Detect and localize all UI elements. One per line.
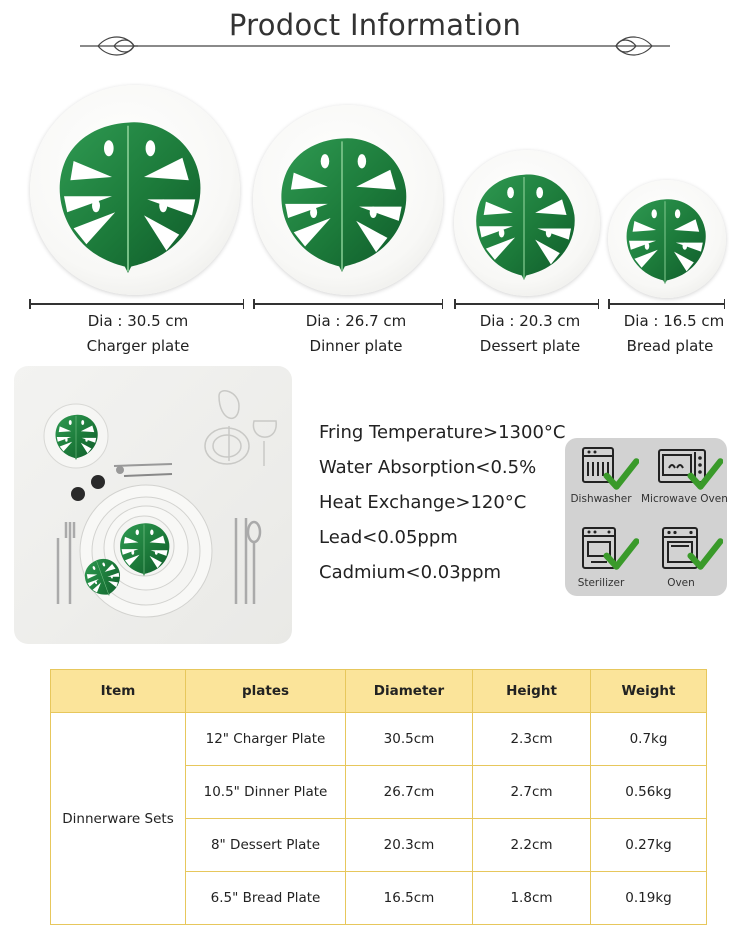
sterilizer-label: Sterilizer (577, 577, 625, 589)
table-cell: 2.3cm (473, 713, 591, 766)
dishwasher-label: Dishwasher (570, 493, 632, 505)
dishwasher-check-icon (603, 456, 639, 492)
microwave-oven-label: Microwave Oven (641, 493, 728, 505)
table-cell: 0.7kg (591, 713, 707, 766)
charger-dimension-line (29, 299, 244, 309)
spec-cadmium: Cadmium<0.03ppm (319, 562, 502, 583)
table-cell: 0.56kg (591, 766, 707, 819)
dessert-dimension-line (454, 299, 599, 309)
dessert-diameter: Dia : 20.3 cm (479, 312, 581, 330)
sterilizer-check-icon (603, 536, 639, 572)
charger-plate-image (30, 85, 240, 295)
table-cell: 12" Charger Plate (186, 713, 346, 766)
spec-water-absorption: Water Absorption<0.5% (319, 457, 537, 478)
header-plates: plates (186, 670, 346, 713)
header-item: Item (51, 670, 186, 713)
table-cell: 8" Dessert Plate (186, 819, 346, 872)
microwave-check-icon (687, 456, 723, 492)
dinner-name: Dinner plate (309, 337, 403, 355)
table-cell: 10.5" Dinner Plate (186, 766, 346, 819)
bread-dimension-line (608, 299, 725, 309)
title-ornament (78, 30, 672, 62)
header-height: Height (473, 670, 591, 713)
dinner-dimension-line (253, 299, 443, 309)
dinner-diameter: Dia : 26.7 cm (305, 312, 407, 330)
page-title: Prodoct Information (228, 8, 522, 42)
table-row (51, 713, 707, 766)
oven-check-icon (687, 536, 723, 572)
spec-firing-temperature: Fring Temperature>1300°C (319, 422, 566, 443)
charger-diameter: Dia : 30.5 cm (87, 312, 189, 330)
table-setting-photo (14, 366, 292, 644)
usage-icons-panel (565, 438, 727, 596)
spec-lead: Lead<0.05ppm (319, 527, 458, 548)
oven-label: Oven (667, 577, 695, 589)
table-cell: 30.5cm (346, 713, 473, 766)
dessert-plate-image (454, 150, 600, 296)
table-cell: 20.3cm (346, 819, 473, 872)
table-cell: 16.5cm (346, 872, 473, 925)
dimensions-table (50, 669, 707, 925)
header-diameter: Diameter (346, 670, 473, 713)
spec-heat-exchange: Heat Exchange>120°C (319, 492, 527, 513)
bread-name: Bread plate (626, 337, 714, 355)
group-cell: Dinnerware Sets (51, 713, 186, 925)
table-cell: 26.7cm (346, 766, 473, 819)
dessert-name: Dessert plate (479, 337, 581, 355)
table-cell: 6.5" Bread Plate (186, 872, 346, 925)
charger-name: Charger plate (86, 337, 190, 355)
bread-diameter: Dia : 16.5 cm (623, 312, 725, 330)
table-cell: 1.8cm (473, 872, 591, 925)
spec-list (319, 421, 565, 596)
table-cell: 0.19kg (591, 872, 707, 925)
table-cell: 2.2cm (473, 819, 591, 872)
bread-plate-image (608, 180, 726, 298)
table-cell: 2.7cm (473, 766, 591, 819)
table-header-row (51, 670, 707, 713)
dinner-plate-image (253, 105, 443, 295)
header-weight: Weight (591, 670, 707, 713)
table-cell: 0.27kg (591, 819, 707, 872)
